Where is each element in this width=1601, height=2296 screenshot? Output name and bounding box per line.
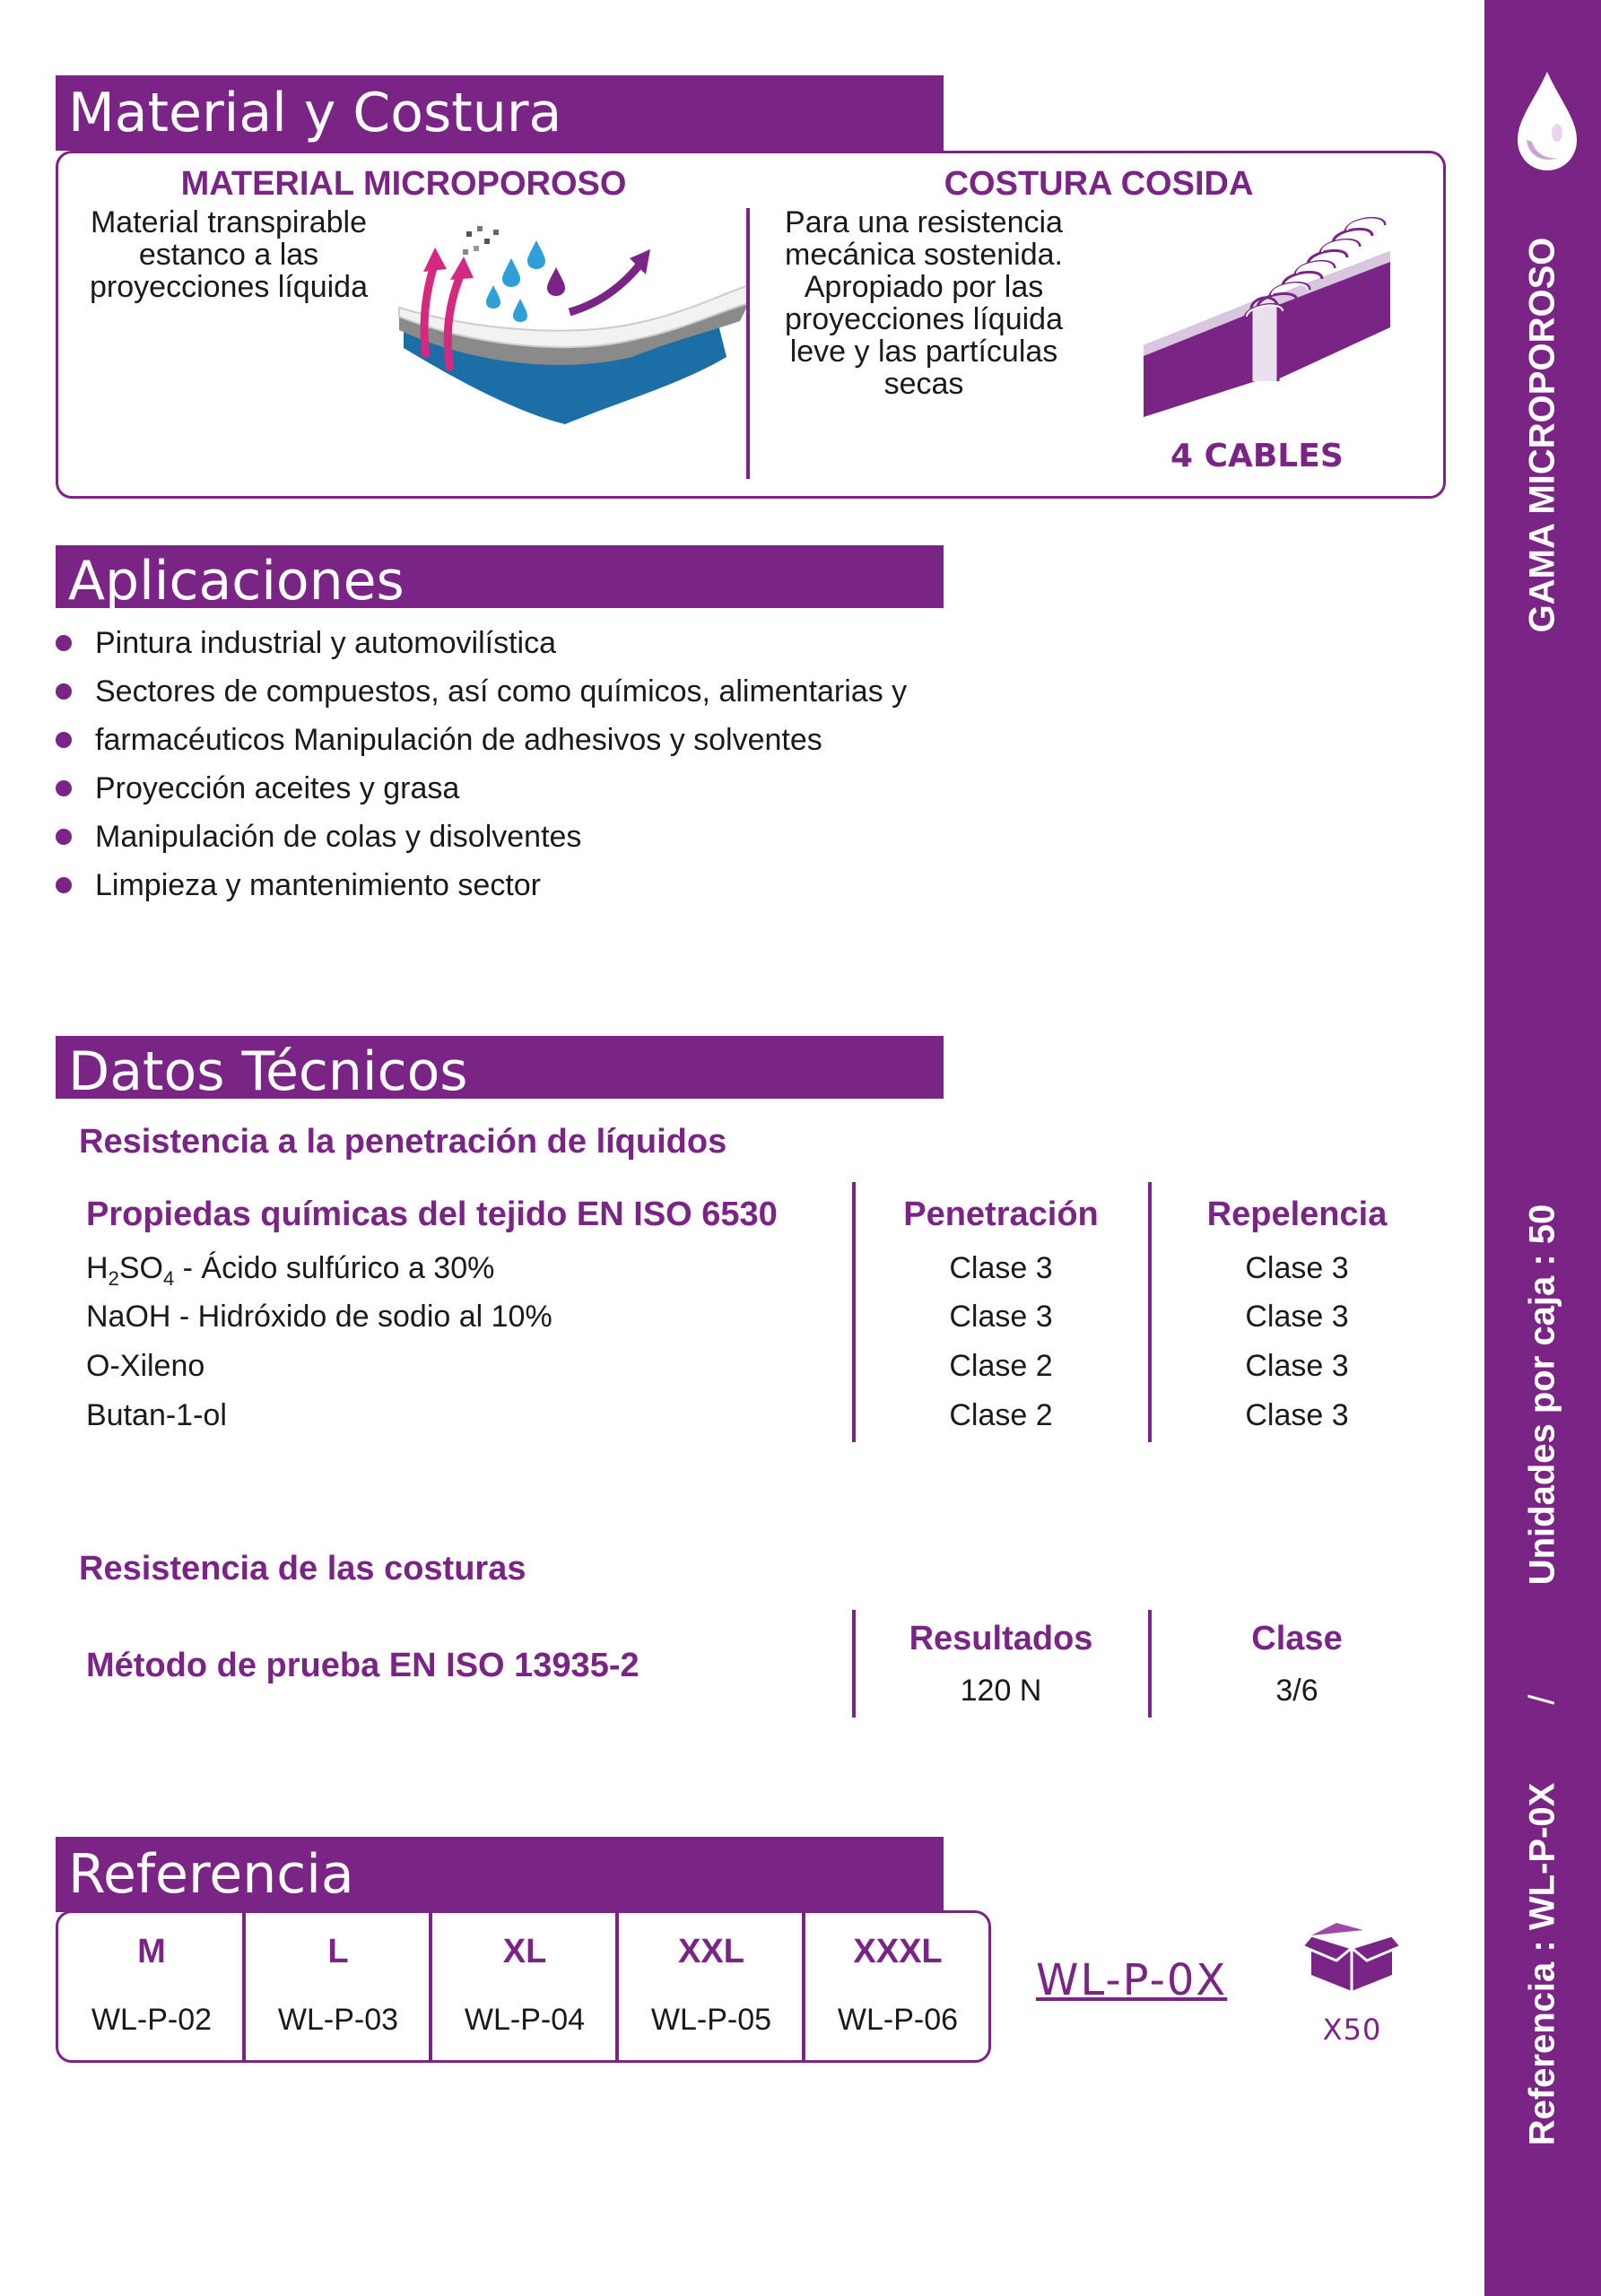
- applications-list: [56, 619, 907, 909]
- repellency-value: Clase 3: [1245, 1349, 1349, 1383]
- sidebar-separator: /: [1522, 1694, 1562, 1705]
- material-description: Material transpirable estanco a las proyecciones líquida: [90, 205, 368, 304]
- size-cell: [58, 1913, 245, 2060]
- chemical-name: O-Xileno: [86, 1349, 205, 1383]
- liquids-heading: Resistencia a la penetración de líquidos: [79, 1123, 727, 1161]
- box-icon: [1301, 1919, 1404, 1996]
- size-cell: [431, 1913, 618, 2060]
- penetration-value: Clase 3: [949, 1300, 1053, 1334]
- seams-heading: Resistencia de las costuras: [79, 1550, 526, 1587]
- size-label: XXL: [678, 1933, 744, 1970]
- list-item: Sectores de compuestos, así como químicos, alimentarias y: [56, 667, 907, 716]
- reference-label: Referencia : WL-P-0X: [1522, 1782, 1562, 2146]
- bullet-icon: [56, 829, 72, 845]
- table-divider-1: [852, 1182, 856, 1442]
- list-item: farmacéuticos Manipulación de adhesivos y solventes: [56, 716, 907, 764]
- size-cell: [805, 1913, 991, 2060]
- cables-label: 4 CABLES: [1170, 438, 1344, 474]
- stitched-seam-illustration: [1139, 202, 1399, 426]
- bullet-icon: [56, 683, 72, 700]
- size-cell: [245, 1913, 431, 2060]
- water-drop-icon: [1516, 70, 1579, 173]
- size-code: WL-P-03: [277, 2003, 399, 2037]
- seam-table-divider-1: [852, 1610, 856, 1718]
- right-sidebar: [1484, 0, 1601, 2296]
- size-label: XXXL: [853, 1933, 943, 1970]
- bullet-icon: [56, 877, 72, 893]
- chemical-properties-header: Propiedas químicas del tejido EN ISO 6530: [86, 1196, 778, 1233]
- material-divider: [746, 208, 750, 479]
- repellency-header: Repelencia: [1206, 1196, 1388, 1233]
- bullet-icon: [56, 732, 72, 748]
- list-item: Pintura industrial y automovilística: [56, 619, 907, 667]
- material-section-title: Material y Costura: [56, 75, 944, 151]
- table-divider-2: [1148, 1182, 1152, 1442]
- size-label: L: [327, 1933, 349, 1970]
- size-code: WL-P-04: [464, 2003, 586, 2037]
- technical-section-title: Datos Técnicos: [56, 1036, 944, 1099]
- model-code: WL-P-0X: [1036, 1955, 1228, 2005]
- repellency-value: Clase 3: [1245, 1300, 1349, 1334]
- repellency-value: Clase 3: [1245, 1251, 1349, 1285]
- size-code: WL-P-05: [650, 2003, 772, 2037]
- list-item: Proyección aceites y grasa: [56, 764, 907, 813]
- test-method-label: Método de prueba EN ISO 13935-2: [86, 1647, 640, 1684]
- seam-table-divider-2: [1148, 1610, 1152, 1718]
- size-code: WL-P-02: [91, 2003, 213, 2037]
- penetration-value: Clase 2: [949, 1349, 1053, 1383]
- microporous-material-illustration: [395, 222, 753, 424]
- class-header: Clase: [1251, 1620, 1343, 1657]
- chemical-name: $H_2SO_4$ - Ácido sulfúrico a 30%: [86, 1251, 495, 1290]
- seam-description: Para una resistencia mecánica sostenida. Apropiado por las proyecciones líquida leve y las partículas secas: [785, 205, 1063, 401]
- size-code: WL-P-06: [837, 2003, 959, 2037]
- chemical-name: Butan-1-ol: [86, 1398, 227, 1432]
- repellency-value: Clase 3: [1245, 1398, 1349, 1432]
- seam-heading: COSTURA COSIDA: [944, 165, 1254, 203]
- box-quantity-label: X50: [1322, 2013, 1382, 2047]
- size-label: XL: [502, 1933, 547, 1970]
- chemical-name: NaOH - Hidróxido de sodio al 10%: [86, 1300, 553, 1334]
- applications-section-title: Aplicaciones: [56, 545, 944, 608]
- results-header: Resultados: [909, 1620, 1093, 1657]
- reference-table: [56, 1910, 991, 2063]
- bullet-icon: [56, 780, 72, 796]
- units-per-box-label: Unidades por caja : 50: [1522, 1204, 1562, 1586]
- size-label: M: [137, 1933, 166, 1970]
- range-label: GAMA MICROPOROSO: [1522, 237, 1562, 633]
- size-cell: [618, 1913, 805, 2060]
- penetration-header: Penetración: [903, 1196, 1099, 1233]
- results-value: 120 N: [960, 1674, 1042, 1708]
- class-value: 3/6: [1275, 1674, 1318, 1708]
- list-item: Limpieza y mantenimiento sector: [56, 861, 907, 909]
- material-heading: MATERIAL MICROPOROSO: [180, 165, 627, 203]
- bullet-icon: [56, 635, 72, 651]
- reference-section-title: Referencia: [56, 1837, 944, 1912]
- penetration-value: Clase 3: [949, 1251, 1053, 1285]
- list-item: Manipulación de colas y disolventes: [56, 813, 907, 861]
- penetration-value: Clase 2: [949, 1398, 1053, 1432]
